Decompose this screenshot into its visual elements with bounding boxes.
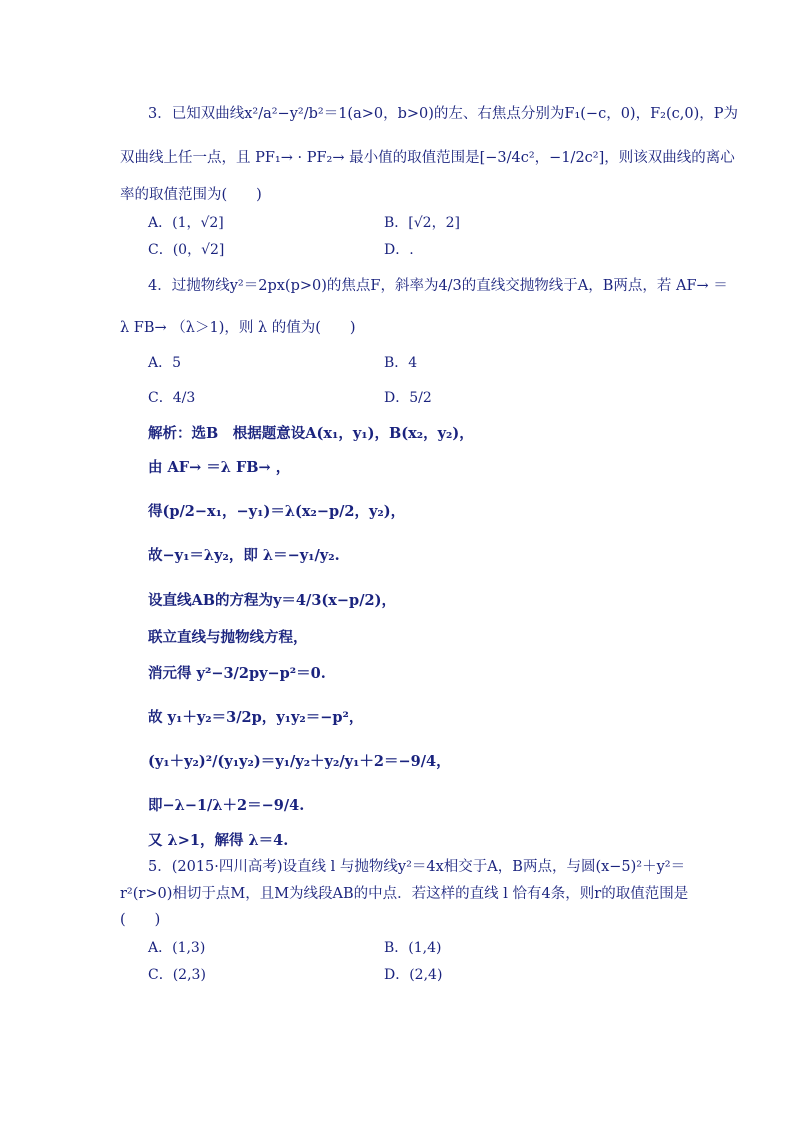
solution-line-5: 设直线AB的方程为y＝4/3(x−p/2)， <box>148 592 396 609</box>
q4-line-2: λ FB→ （λ＞1)，则 λ 的值为( ) <box>120 320 356 336</box>
solution-line-6: 联立直线与抛物线方程， <box>148 629 308 646</box>
solution-line-2: 由 AF→ ＝λ FB→ ， <box>148 459 291 476</box>
q4-option-b: B．4 <box>384 355 418 371</box>
solution-line-9: (y₁＋y₂)²/(y₁y₂)＝y₁/y₂＋y₂/y₁＋2＝−9/4， <box>148 753 451 770</box>
q3-option-c: C．(0，√2] <box>148 242 225 258</box>
q5-line-1: 5．(2015·四川高考)设直线 l 与抛物线y²＝4x相交于A，B两点，与圆(x−5)²＋y²＝ <box>148 859 686 875</box>
q4-option-c: C．4/3 <box>148 390 196 406</box>
q3-line-1: 3．已知双曲线x²/a²−y²/b²＝1(a>0，b>0)的左、右焦点分别为F₁(−c，0)，F₂(c,0)，P为 <box>148 106 738 122</box>
solution-line-11: 又 λ>1，解得 λ＝4. <box>148 832 289 849</box>
solution-line-3: 得(p/2−x₁，−y₁)＝λ(x₂−p/2，y₂)， <box>148 503 406 520</box>
q5-option-b: B．(1,4) <box>384 940 442 956</box>
solution-line-4: 故−y₁＝λy₂，即 λ＝−y₁/y₂. <box>148 547 340 564</box>
q3-option-d: D．. <box>384 242 414 258</box>
q4-option-a: A．5 <box>148 355 182 371</box>
solution-line-10: 即−λ−1/λ＋2＝−9/4. <box>148 797 305 814</box>
solution-line-1: 解析：选B 根据题意设A(x₁，y₁)，B(x₂，y₂)， <box>148 425 474 442</box>
q5-line-3: ( ) <box>120 912 161 928</box>
q5-option-d: D．(2,4) <box>384 967 443 983</box>
q5-line-2: r²(r>0)相切于点M，且M为线段AB的中点．若这样的直线 l 恰有4条，则r的取值范围是 <box>120 886 689 902</box>
solution-line-8: 故 y₁＋y₂＝3/2p，y₁y₂＝−p²， <box>148 709 364 726</box>
q3-line-2: 双曲线上任一点，且 PF₁→ · PF₂→ 最小值的取值范围是[−3/4c²，−1/2c²]，则该双曲线的离心 <box>120 150 735 166</box>
q5-option-c: C．(2,3) <box>148 967 206 983</box>
q4-line-1: 4．过抛物线y²＝2px(p>0)的焦点F，斜率为4/3的直线交抛物线于A，B两点，若 AF→ ＝ <box>148 278 728 294</box>
solution-line-7: 消元得 y²−3/2py−p²＝0. <box>148 665 326 682</box>
q5-option-a: A．(1,3) <box>148 940 206 956</box>
q3-option-a: A．(1，√2] <box>148 215 224 231</box>
q3-option-b: B．[√2，2] <box>384 215 460 231</box>
q3-line-3: 率的取值范围为( ) <box>120 187 262 203</box>
q4-option-d: D．5/2 <box>384 390 432 406</box>
